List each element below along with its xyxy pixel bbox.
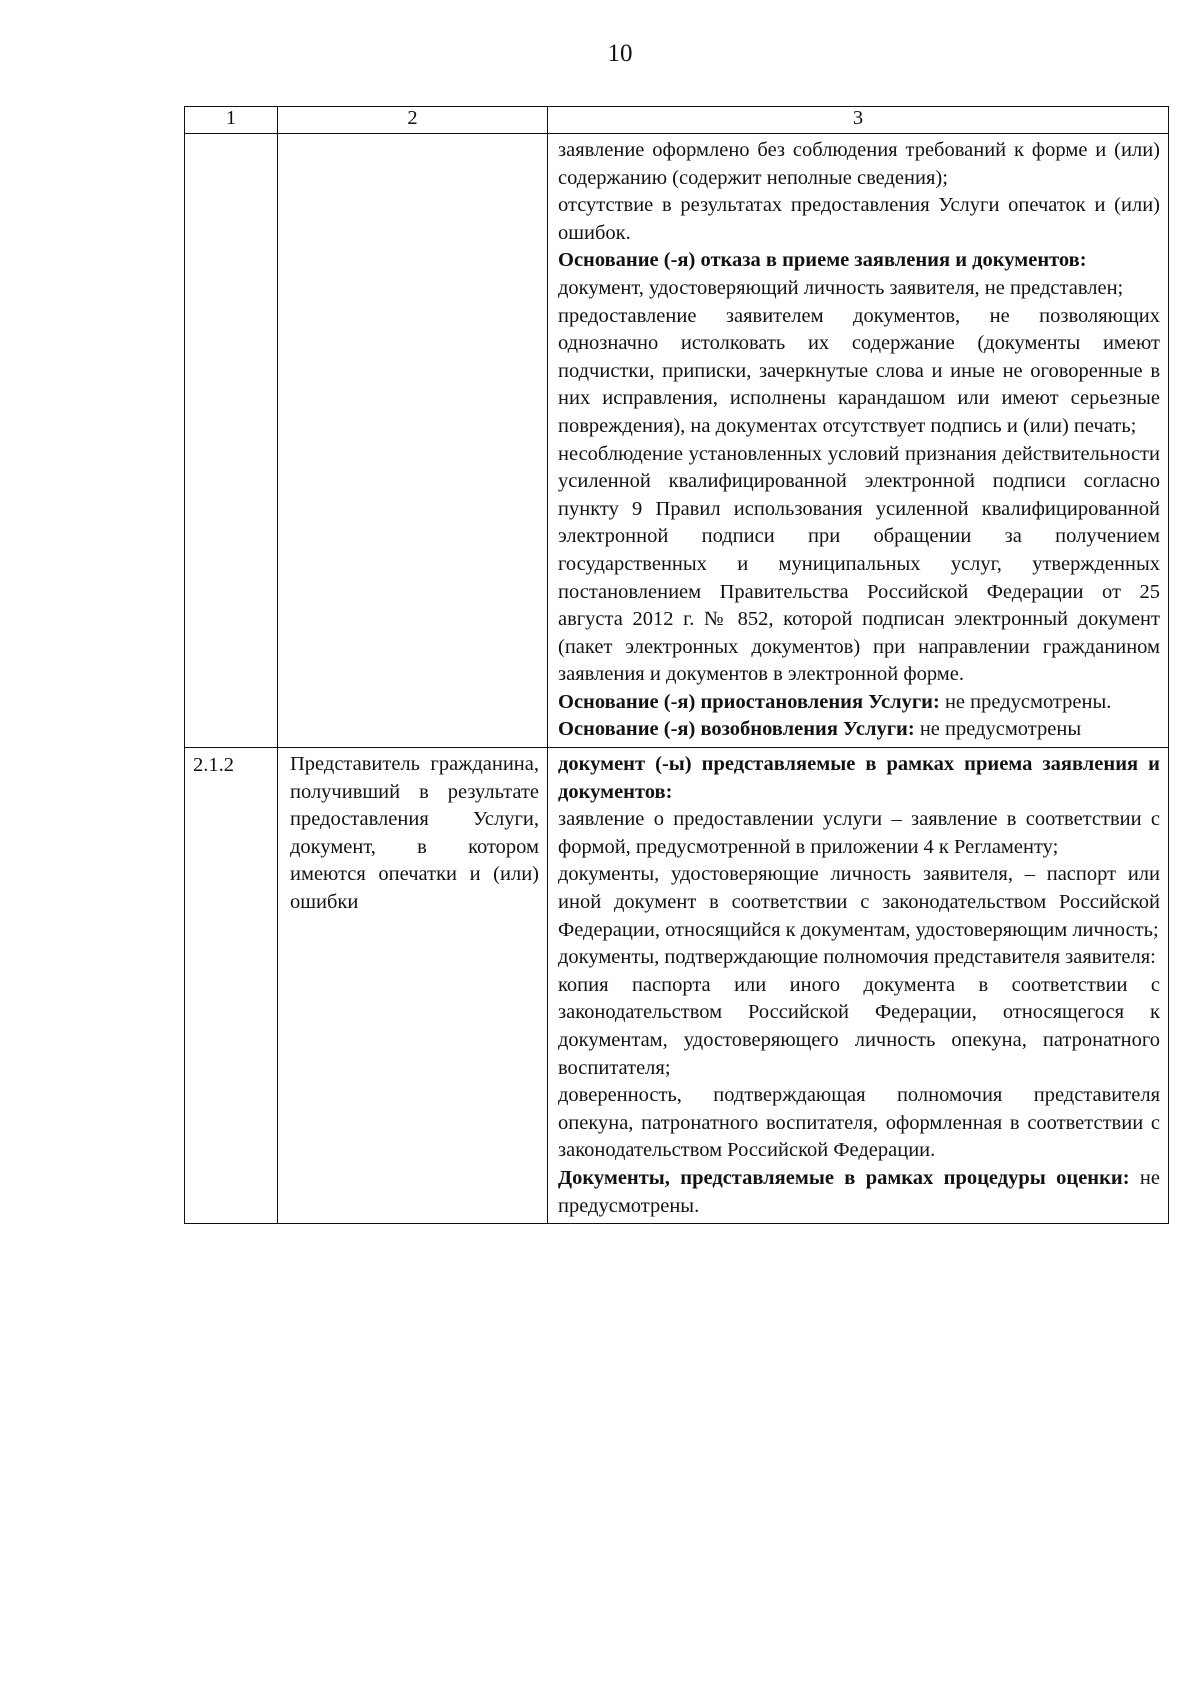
column-header-3: 3: [548, 107, 1169, 134]
paragraph: [558, 689, 1160, 717]
paragraph: [558, 1165, 1160, 1220]
paragraph: копия паспорта или иного документа в соответствии с законодательством Российской Федерации, относящегося к документам, удостоверяющего личность опекуна, патронатного воспитателя;: [558, 973, 1160, 1079]
section-heading: документ (-ы) представляемые в рамках приема заявления и документов:: [558, 753, 1160, 803]
table-header-row: [185, 107, 1169, 134]
paragraph: документы, удостоверяющие личность заявителя, – паспорт или иной документ в соответствии с законодательством Российской Федерации, относящийся к документам, удостоверяющим личность;: [558, 863, 1160, 941]
paragraph: отсутствие в результатах предоставления Услуги опечаток и (или) ошибок.: [558, 194, 1160, 244]
paragraph: несоблюдение установленных условий признания действительности усиленной квалифицированной электронной подписи согласно пункту 9 Правил использования усиленной квалифицированной электронной подписи при обращении за получением государственных и муниципальных услуг, утвержденных постановлением Правительства Российской Федерации от 25 августа 2012 г. № 852, которой подписан электронный документ (пакет электронных документов) при направлении гражданином заявления и документов в электронной форме.: [558, 442, 1160, 686]
column-header-1: 1: [185, 107, 278, 134]
page-number: 10: [607, 40, 633, 67]
section-lead: Основание (-я) возобновления Услуги:: [558, 718, 915, 741]
paragraph: документы, подтверждающие полномочия представителя заявителя:: [558, 946, 1156, 969]
table-row: [185, 134, 1169, 748]
paragraph: документ, удостоверяющий личность заявителя, не представлен;: [558, 276, 1124, 299]
column-header-2: 2: [278, 107, 548, 134]
regulation-table: [184, 106, 1169, 1224]
section-value: не предусмотрены.: [939, 690, 1112, 713]
paragraph: заявление о предоставлении услуги – заявление в соответствии с формой, предусмотренной в приложении 4 к Регламенту;: [558, 808, 1160, 858]
row-number-cell: [185, 134, 278, 748]
paragraph: [558, 716, 1160, 744]
section-heading: Основание (-я) отказа в приеме заявления и документов:: [558, 249, 1087, 272]
requirements-cell: [548, 748, 1169, 1224]
section-value: не предусмотрены.: [558, 1166, 1160, 1217]
row-number-cell: 2.1.2: [185, 748, 278, 1224]
table-row: [185, 748, 1169, 1224]
paragraph: заявление оформлено без соблюдения требований к форме и (или) содержанию (содержит неполные сведения);: [558, 139, 1160, 189]
paragraph: предоставление заявителем документов, не позволяющих однозначно истолковать их содержание (документы имеют подчистки, приписки, зачеркнутые слова и иные не оговоренные в них исправления, исполнены карандашом или имеют серьезные повреждения), на документах отсутствует подпись и (или) печать;: [558, 304, 1160, 437]
section-value: не предусмотрены: [914, 718, 1082, 741]
section-lead: Основание (-я) приостановления Услуги:: [558, 690, 940, 713]
section-lead: Документы, представляемые в рамках процедуры оценки:: [558, 1166, 1130, 1189]
applicant-cell: [278, 134, 548, 748]
paragraph: доверенность, подтверждающая полномочия представителя опекуна, патронатного воспитателя, оформленная в соответствии с законодательством Российской Федерации.: [558, 1084, 1160, 1162]
requirements-cell: [548, 134, 1169, 748]
applicant-cell: Представитель гражданина, получивший в результате предоставления Услуги, документ, в котором имеются опечатки и (или) ошибки: [278, 748, 548, 1224]
